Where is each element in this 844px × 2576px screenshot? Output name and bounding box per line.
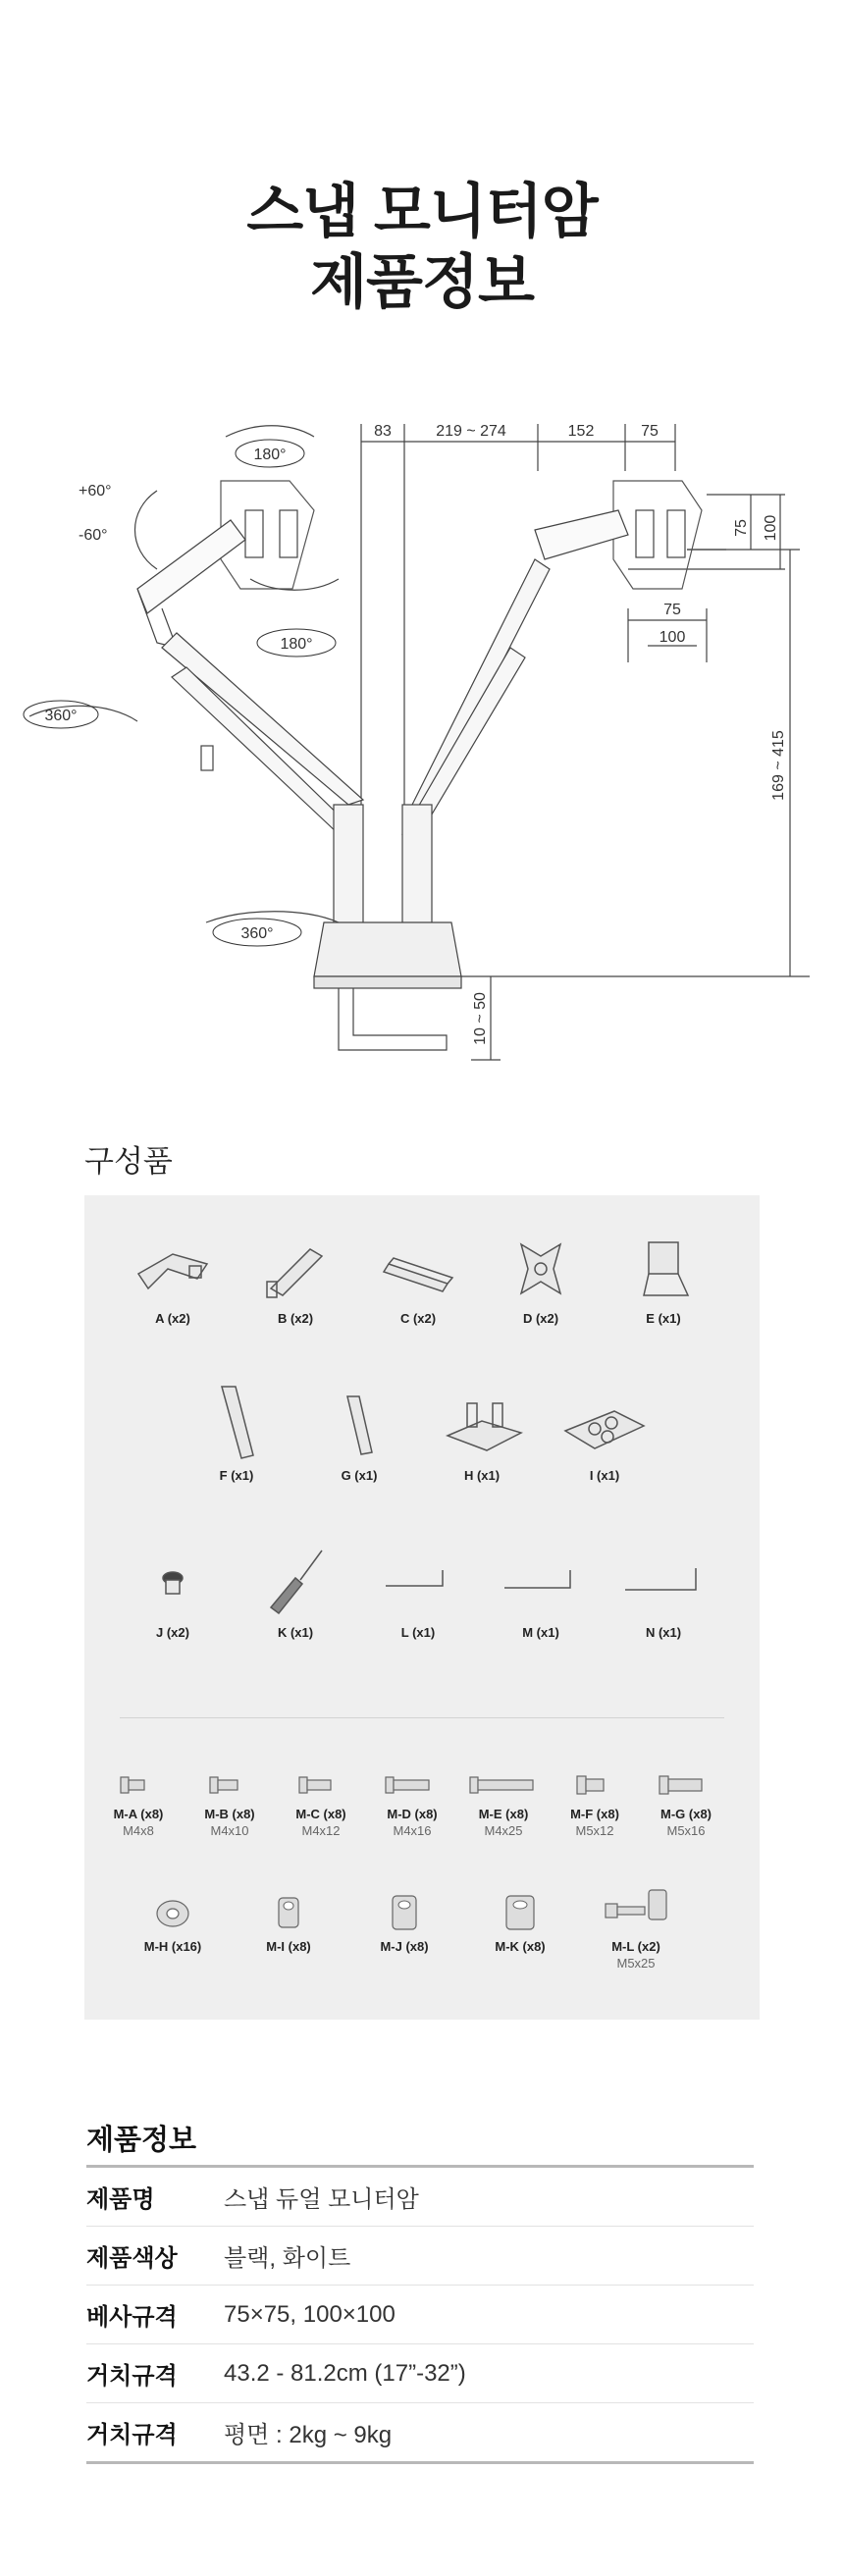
spec-value: 블랙, 화이트 [224,2245,351,2272]
spacer-icon [259,1892,318,1931]
vesa-75-horizontal: 75 [663,602,681,618]
part-k: K (x1) [237,1539,354,1640]
swivel-pole-label: 360° [240,925,274,942]
dim-75: 75 [641,423,659,440]
tilt-minus-label: -60° [79,527,108,544]
screw-icon [378,1769,447,1799]
part-m: M (x1) [482,1539,600,1640]
hex-key-icon [497,1539,585,1617]
arm-bracket-icon [129,1235,217,1303]
spacer-mk: M-K (x8) [461,1892,579,1954]
part-e: E (x1) [605,1235,722,1326]
hex-key-icon [374,1539,462,1617]
screw-icon [565,1769,624,1799]
part-f: F (x1) [178,1382,295,1483]
spec-title: 제품정보 [86,2125,197,2156]
screw-md: M-D (x8) M4x16 [358,1769,466,1838]
spacer-mj: M-J (x8) [345,1892,463,1954]
washer-icon [143,1892,202,1931]
title-line-2: 제품정보 [310,249,534,315]
components-divider [120,1717,724,1718]
spec-value: 스냅 듀얼 모니터암 [224,2186,419,2213]
spacer-mi: M-I (x8) [230,1892,347,1954]
part-d: D (x2) [482,1235,600,1326]
screw-ma: M-A (x8) M4x8 [84,1769,192,1838]
clamp-range-label: 10 ~ 50 [472,992,489,1045]
spec-key: 제품명 [86,2186,155,2213]
title-line-1: 스냅 모니터암 [246,179,598,244]
short-pole-icon [315,1382,403,1460]
rotation-top-label: 180° [253,447,287,463]
part-h: H (x1) [423,1382,541,1483]
spec-value: 평면 : 2kg ~ 9kg [224,2422,393,2448]
screw-mb: M-B (x8) M4x10 [176,1769,284,1838]
spec-row [86,2403,754,2461]
spec-key: 거치규격 [86,2363,178,2390]
part-a: A (x2) [114,1235,232,1326]
long-pole-icon [192,1382,281,1460]
vesa-75-vertical: 75 [733,519,750,537]
screwdriver-icon [251,1539,340,1617]
product-dimension-diagram [0,412,844,1099]
screw-icon [200,1769,259,1799]
vesa-100-vertical: 100 [763,514,779,542]
part-n: N (x1) [605,1539,722,1640]
part-l: L (x1) [359,1539,477,1640]
spacer-ml: M-L (x2) M5x25 [577,1882,695,1971]
spacer-mh: M-H (x16) [114,1892,232,1954]
grommet-base-icon [438,1382,526,1460]
spec-value: 43.2 - 81.2cm (17”-32”) [224,2359,466,2387]
part-c: C (x2) [359,1235,477,1326]
part-j: J (x2) [114,1539,232,1640]
spec-row [86,2168,754,2227]
vesa-plate-icon [497,1235,585,1303]
rotation-bottom-label: 180° [280,636,313,653]
vesa-100-horizontal: 100 [659,629,686,646]
thumb-screw-icon [129,1539,217,1617]
cable-cover-icon [374,1235,462,1303]
bolt-spacer-icon [592,1882,680,1931]
spec-key: 베사규격 [86,2304,178,2331]
screw-me: M-E (x8) M4x25 [449,1769,557,1838]
spec-row [86,2286,754,2344]
spacer-icon [491,1892,550,1931]
spacer-icon [375,1892,434,1931]
screw-icon [109,1769,168,1799]
arm-extension-icon [251,1235,340,1303]
part-b: B (x2) [237,1235,354,1326]
spec-row [86,2344,754,2403]
spec-value: 75×75, 100×100 [224,2300,396,2328]
dim-152: 152 [567,423,595,440]
pad-sheet-icon [560,1382,649,1460]
part-i: I (x1) [546,1382,663,1483]
screw-mf: M-F (x8) M5x12 [541,1769,649,1838]
monitor-arm-illustration [0,412,844,1099]
spec-table [86,2165,754,2464]
screw-icon [291,1769,350,1799]
screw-mc: M-C (x8) M4x12 [267,1769,375,1838]
screw-mg: M-G (x8) M5x16 [632,1769,740,1838]
spec-key: 제품색상 [86,2245,178,2272]
swivel-arm-label: 360° [44,708,78,724]
hex-key-icon [619,1539,708,1617]
spec-row [86,2227,754,2286]
dim-219-274: 219 ~ 274 [436,423,506,440]
dim-83: 83 [374,423,392,440]
spec-key: 거치규격 [86,2422,178,2448]
tilt-plus-label: +60° [79,483,112,499]
screw-icon [652,1769,720,1799]
part-g: G (x1) [300,1382,418,1483]
screw-icon [464,1769,543,1799]
height-range-label: 169 ~ 415 [770,730,787,801]
page-title [0,177,844,318]
components-panel [84,1195,760,2020]
components-heading: 구성품 [84,1144,173,1179]
clamp-bracket-icon [619,1235,708,1303]
